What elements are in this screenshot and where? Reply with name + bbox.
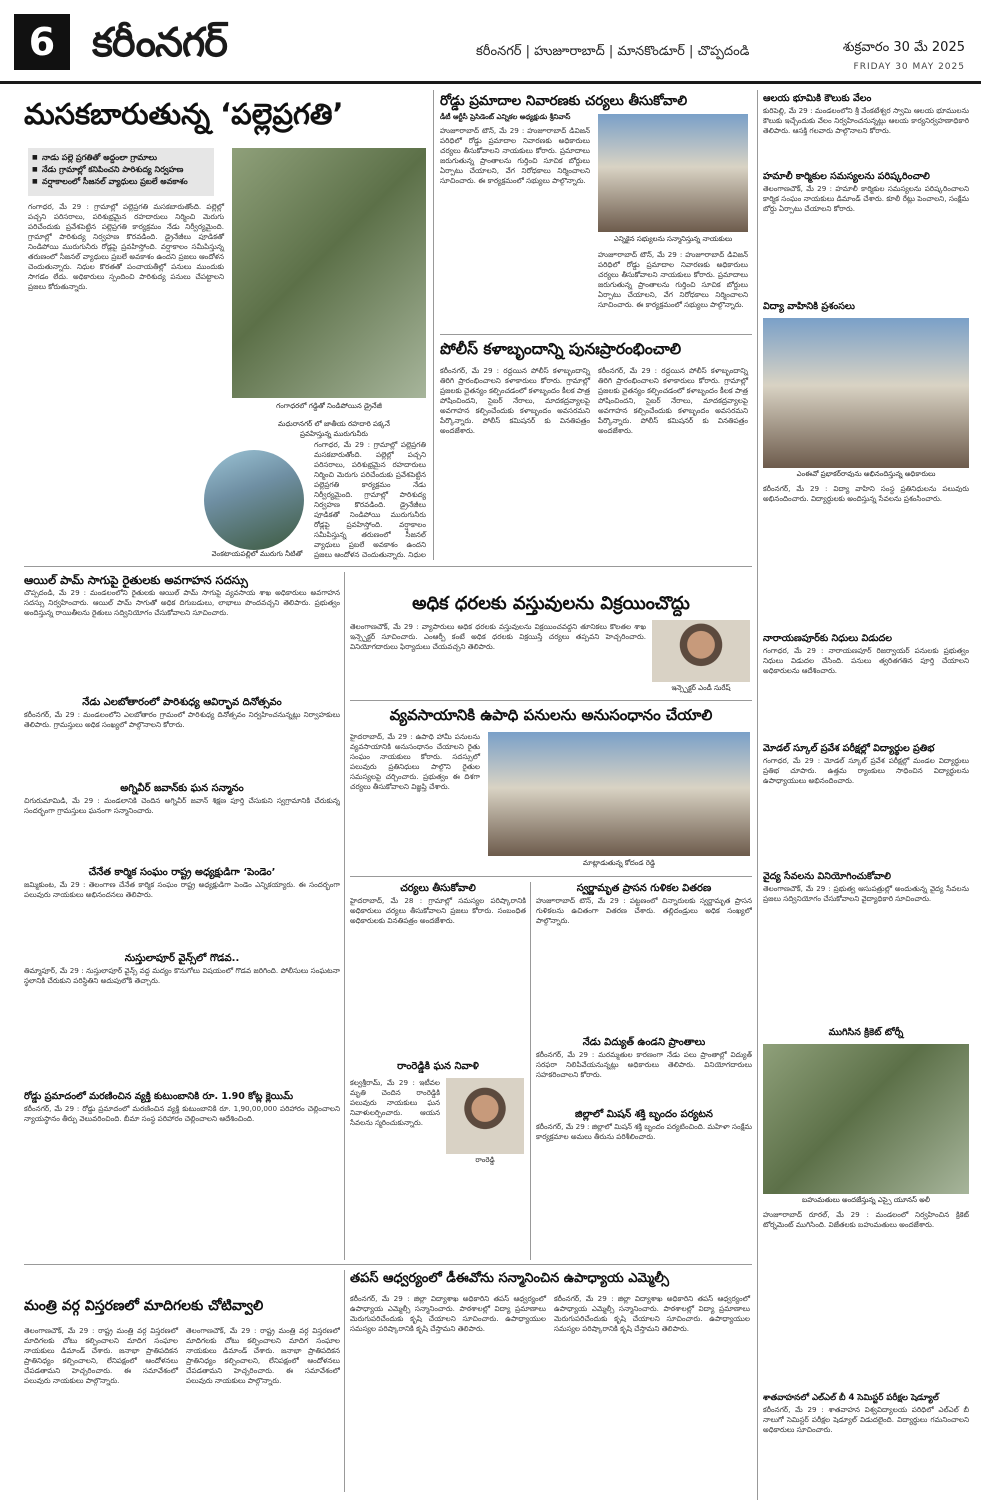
lead-article	[24, 90, 428, 560]
left-briefs	[24, 696, 340, 1256]
section-rule	[350, 876, 752, 877]
brief-body: కల్వశ్రీరామ్, మే 29 : ఇటీవల మృతి చెందిన రాంరెడ్డికి పలువురు నాయకులు ఘన నివాళులర్పించారు. ఆయన సేవలను స్మరించుకున్నారు.	[350, 1078, 440, 1127]
right-photo-award	[763, 318, 969, 468]
lead-photo3-caption: వెంకటాయపల్లిలో మురుగు నీటితో	[211, 550, 303, 558]
lead-headline: మసకబారుతున్న ‘పల్లెప్రగతి’	[24, 97, 344, 131]
lead-body: గంగాధర, మే 29 : గ్రామాల్లో పల్లెప్రగతి మసకబారుతోంది. పల్లెల్లో పచ్చని పరిసరాలు, పరిశుభ్రమైన రహదారులు నిర్మించి మెరుగు పరిచేందుకు ప్రవేశపెట్టిన పల్లెప్రగతి కార్యక్రమం నేడు నిర్వీర్యమైంది. గ్రామాల్లో పారిశుద్య నిర్వహణ కొరవడింది. డ్రైనేజీలు పూడికతో నిండిపోయి మురుగునీరు రోడ్లపై ప్రవహిస్తోంది. వర్షాకాలం సమీపిస్తున్న తరుణంలో సీజనల్ వ్యాధులు ప్రబలే అవకాశం ఉందని ప్రజలు ఆందోళన చెందుతున్నారు. నిధుల కొరతతో పంచాయతీల్లో పనులు ముందుకు సాగడం లేదు. అధికారులు స్పందించి పారిశుద్య పనులు చేపట్టాలని ప్రజలు కోరుతున్నారు.	[28, 202, 224, 291]
column-rule	[344, 572, 345, 1260]
right-story	[763, 92, 969, 166]
brief-headline: జిల్లాలో మిషన్ శక్తి బృందం పర్యటన	[575, 1109, 713, 1120]
brief-body: కరీంనగర్, మే 29 : మరమ్మతుల కారణంగా నేడు పలు ప్రాంతాల్లో విద్యుత్ సరఫరా నిలిపివేయనున్నట్లు అధికారులు తెలిపారు. వినియోగదారులు సహకరించాలని కోరారు.	[536, 1050, 752, 1079]
right-body: గంగాధర, మే 29 : మోడల్ స్కూల్ ప్రవేశ పరీక్షల్లో మండల విద్యార్థులు ప్రతిభ చూపారు. ఉత్తమ ర్యాంకులు సాధించిన విద్యార్థులను ఉపాధ్యాయులు అభినందించారు.	[763, 756, 969, 785]
lead-photo2-caption: మధురానగర్ లో జాతీయ రహదారి పక్కనే ప్రవహిస్తున్న మురుగునీరు	[278, 420, 390, 438]
section-rule	[440, 334, 752, 335]
right-story	[763, 300, 969, 602]
brief-body: చిగురుమామిడి, మే 29 : మండలానికి చెందిన అగ్నివీర్ జవాన్ శిక్షణ పూర్తి చేసుకుని స్వగ్రామానికి చేరుకున్న సందర్భంగా గ్రామస్తులు ఘనంగా సన్మానించారు.	[24, 796, 340, 815]
right-body: హుజూరాబాద్ రూరల్, మే 29 : మండలంలో నిర్వహించిన క్రికెట్ టోర్నమెంట్ ముగిసింది. విజేతలకు బహుమతులు అందజేశారు.	[763, 1210, 969, 1229]
section-rule	[24, 566, 752, 567]
road-safety-body: హుజూరాబాద్ టౌన్, మే 29 : హుజూరాబాద్ డివిజన్ పరిధిలో రోడ్డు ప్రమాదాల నివారణకు అధికారులు చర్యలు తీసుకోవాలని నాయకులు కోరారు. ప్రమాదాలు జరుగుతున్న ప్రాంతాలను గుర్తించి సూచిక బోర్డులు ఏర్పాటు చేయాలని, వేగ నిరోధకాలు నిర్మించాలని సూచించారు. ఈ కార్యక్రమంలో సభ్యులు పాల్గొన్నారు.	[440, 126, 590, 185]
page-number: 6	[14, 14, 70, 70]
agri-work-caption: మాట్లాడుతున్న కోదండ రెడ్డి	[582, 859, 656, 867]
right-body: తెలంగాణచౌక్, మే 29 : హమాలీ కార్మికుల సమస్యలను పరిష్కరించాలని కార్మిక సంఘం నాయకులు డిమాండ్ చేశారు. కూలీ రేట్లు పెంచాలని, సంక్షేమ బోర్డు ఏర్పాటు చేయాలని కోరారు.	[763, 184, 969, 213]
brief-item	[24, 866, 340, 944]
police-headline: పోలీస్ కళాబృందాన్ని పునఃప్రారంభించాలి	[440, 340, 682, 358]
madiga-article	[24, 1296, 340, 1492]
police-body: కరీంనగర్, మే 29 : రద్దయిన పోలీస్ కళాబృందాన్ని తిరిగి ప్రారంభించాలని కళాకారులు కోరారు. గ్రామాల్లో ప్రజలకు చైతన్యం కల్పించడంలో కళాబృందం కీలక పాత్ర పోషించిందని, సైబర్ నేరాలు, మాదకద్రవ్యాలపై అవగాహన కల్పించేందుకు కళాబృందం అవసరమని పేర్కొన్నారు. పోలీస్ కమిషనర్ కు వినతిపత్రం అందజేశారు.	[440, 366, 590, 435]
right-column	[763, 92, 969, 1490]
brief-headline: స్వర్ణామృత ప్రాసన గుళికల వితరణ	[576, 883, 712, 894]
brief-item	[24, 1090, 340, 1250]
lead-body-cont: గంగాధర, మే 29 : గ్రామాల్లో పల్లెప్రగతి మసకబారుతోంది. పల్లెల్లో పచ్చని పరిసరాలు, పరిశుభ్రమైన రహదారులు నిర్మించి మెరుగు పరిచేందుకు ప్రవేశపెట్టిన పల్లెప్రగతి కార్యక్రమం నేడు నిర్వీర్యమైంది. గ్రామాల్లో పారిశుద్య నిర్వహణ కొరవడింది. డ్రైనేజీలు పూడికతో నిండిపోయి మురుగునీరు రోడ్లపై ప్రవహిస్తోంది. వర్షాకాలం సమీపిస్తున్న తరుణంలో సీజనల్ వ్యాధులు ప్రబలే అవకాశం ఉందని ప్రజలు ఆందోళన చెందుతున్నారు. నిధుల	[314, 440, 426, 559]
section-rule	[24, 1264, 752, 1265]
road-safety-headline: రోడ్డు ప్రమాదాల నివారణకు చర్యలు తీసుకోవాలి	[440, 93, 688, 109]
lead-bullet: ■ నేడు గ్రామాల్లో కనిపించని పారిశుద్య నిర్వహణ	[32, 164, 210, 176]
brief-body: తిమ్మాపూర్, మే 29 : నుస్తులాపూర్ వైన్స్ వద్ద మద్యం కొనుగోలు విషయంలో గొడవ జరిగింది. పోలీసులు సంఘటనా స్థలానికి చేరుకుని పరిస్థితిని అదుపులోకి తెచ్చారు.	[24, 966, 340, 985]
lead-bullet: ■ వర్షాకాలంలో సీజనల్ వ్యాధులు ప్రబలే అవకాశం	[32, 176, 210, 188]
agri-work-headline: వ్యవసాయానికి ఉపాధి పనులను అనుసంధానం చేయాలి	[389, 706, 713, 724]
high-price-photo	[652, 620, 750, 682]
road-safety-body-cont: హుజూరాబాద్ టౌన్, మే 29 : హుజూరాబాద్ డివిజన్ పరిధిలో రోడ్డు ప్రమాదాల నివారణకు అధికారులు చర్యలు తీసుకోవాలని నాయకులు కోరారు. ప్రమాదాలు జరుగుతున్న ప్రాంతాలను గుర్తించి సూచిక బోర్డులు ఏర్పాటు చేయాలని, వేగ నిరోధకాలు నిర్మించాలని సూచించారు. ఈ కార్యక్రమంలో సభ్యులు పాల్గొన్నారు.	[598, 250, 748, 309]
right-photo-caption: ఎంఈవో ప్రభాకర్‌రావును అభినందిస్తున్న అధికారులు	[796, 470, 936, 478]
right-headline: నారాయణపూర్‌కు నిధులు విడుదల	[763, 633, 892, 644]
agri-work-body: హైదరాబాద్, మే 29 : ఉపాధి హామీ పనులను వ్యవసాయానికి అనుసంధానం చేయాలని రైతు సంఘం నాయకులు కోరారు. సదస్సులో పలువురు ప్రతినిధులు పాల్గొని రైతుల సమస్యలపై చర్చించారు. ప్రభుత్వం ఈ దిశగా చర్యలు తీసుకోవాలని విజ్ఞప్తి చేశారు.	[350, 732, 480, 791]
right-body: కరీంనగర్, మే 29 : విద్యా వాహిని సంస్థ ప్రతినిధులను పలువురు అభినందించారు. విద్యార్థులకు అందిస్తున్న సేవలను ప్రశంసించారు.	[763, 484, 969, 503]
brief-headline: నుస్తులాపూర్ వైన్స్‌లో గొడవ..	[124, 953, 240, 964]
brief-body: కరీంనగర్, మే 29 : జిల్లాలో మిషన్ శక్తి బృందం పర్యటించింది. మహిళా సంక్షేమ కార్యక్రమాల అమలు తీరును పరిశీలించారు.	[536, 1122, 752, 1141]
lead-bullet: ■ నాడు పల్లె ప్రగతితో అద్దంలా గ్రామాలు	[32, 152, 210, 164]
tapas-body-cont: కరీంనగర్, మే 29 : జిల్లా విద్యాశాఖ అధికారిని తపస్ ఆధ్వర్యంలో ఉపాధ్యాయ ఎమ్మెల్సీ సన్మానించారు. పాఠశాలల్లో విద్యా ప్రమాణాలు మెరుగుపరిచేందుకు కృషి చేయాలని సూచించారు. ఉపాధ్యాయుల సమస్యల పరిష్కారానికి కృషి చేస్తామని తెలిపారు.	[554, 1294, 750, 1333]
right-body: తెలంగాణచౌక్, మే 29 : ప్రభుత్వ ఆసుపత్రుల్లో అందుతున్న వైద్య సేవలను ప్రజలు సద్వినియోగం చేసుకోవాలని వైద్యాధికారి సూచించారు.	[763, 884, 969, 903]
right-story	[763, 870, 969, 1024]
agri-work-photo	[488, 732, 750, 856]
masthead	[0, 0, 981, 84]
right-headline: శాతవాహనలో ఎల్ఎల్ బీ 4 సెమిస్టర్ పరీక్షల షెడ్యూల్	[763, 1393, 939, 1403]
tapas-headline: తపస్ ఆధ్వర్యంలో డీఈవోను సన్మానించిన ఉపాధ్యాయ ఎమ్మెల్సీ	[350, 1271, 670, 1286]
right-photo-caption: బహుమతులు అందజేస్తున్న ఎస్సై యూనస్ అలీ	[802, 1196, 930, 1204]
city-title: కరీంనగర్	[92, 20, 227, 66]
tapas-article	[350, 1270, 752, 1492]
right-body: కురిపెల్లి, మే 29 : మండలంలోని శ్రీ వేంకటేశ్వర స్వామి ఆలయ భూములను కౌలుకు ఇచ్చేందుకు వేలం నిర్వహించనున్నట్లు ఆలయ కార్యనిర్వహణాధికారి తెలిపారు. ఆసక్తి గలవారు పాల్గొనాలని కోరారు.	[763, 106, 969, 135]
brief-headline: రాంరెడ్డికి ఘన నివాళి	[397, 1061, 479, 1072]
high-price-caption: ఇన్స్పెక్టర్ ఎండీ సురేష్	[671, 684, 731, 692]
brief-item	[24, 696, 340, 774]
right-headline: వైద్య సేవలను వినియోగించుకోవాలి	[763, 871, 891, 882]
madiga-headline: మంత్రి వర్గ విస్తరణలో మాదిగలకు చోటివ్వాలి	[24, 1298, 264, 1314]
brief-body: హైదరాబాద్, మే 28 : గ్రామాల్లో సమస్యల పరిష్కారానికి అధికారులు చర్యలు తీసుకోవాలని ప్రజలు కోరారు. సంబంధిత అధికారులకు వినతిపత్రం అందజేశారు.	[350, 896, 526, 925]
oil-palm-body: చొప్పదండి, మే 29 : మండలంలోని రైతులకు ఆయిల్ పామ్ సాగుపై వ్యవసాయ శాఖ అధికారులు అవగాహన సదస్సు నిర్వహించారు. ఆయిల్ పామ్ సాగుతో అధిక దిగుబడులు, లాభాలు పొందవచ్చని తెలిపారు. ప్రభుత్వం అందిస్తున్న రాయితీలను రైతులు సద్వినియోగం చేసుకోవాలని సూచించారు.	[24, 588, 340, 617]
brief-headline: నేడు ఎలబోతారంలో పారిశుధ్య ఆవిర్భావ దినోత్సవం	[82, 697, 282, 708]
high-price-headline: అధిక ధరలకు వస్తువులను విక్రయించొద్దు	[412, 593, 690, 614]
right-headline: మోడల్ స్కూల్ ప్రవేశ పరీక్షల్లో విద్యార్థుల ప్రతిభ	[763, 743, 935, 754]
lead-photo-drain	[232, 148, 426, 398]
mid-briefs-a	[350, 882, 526, 1260]
section-rule	[350, 700, 752, 701]
right-body: గంగాధర, మే 29 : నారాయణపూర్ రిజర్వాయర్ పనులకు ప్రభుత్వం నిధులు విడుదల చేసింది. పనులు త్వరితగతిన పూర్తి చేయాలని అధికారులను ఆదేశించారు.	[763, 646, 969, 675]
right-photo-cricket	[763, 1044, 969, 1194]
column-rule	[757, 90, 758, 1500]
tapas-body: కరీంనగర్, మే 29 : జిల్లా విద్యాశాఖ అధికారిని తపస్ ఆధ్వర్యంలో ఉపాధ్యాయ ఎమ్మెల్సీ సన్మానించారు. పాఠశాలల్లో విద్యా ప్రమాణాలు మెరుగుపరిచేందుకు కృషి చేయాలని సూచించారు. ఉపాధ్యాయుల సమస్యల పరిష్కారానికి కృషి చేస్తామని తెలిపారు.	[350, 1294, 546, 1333]
column-rule	[344, 1270, 345, 1492]
road-safety-caption: ఎన్నికైన సభ్యులను సన్మానిస్తున్న నాయకులు	[613, 235, 733, 243]
brief-body: కరీంనగర్, మే 29 : రోడ్డు ప్రమాదంలో మరణించిన వ్యక్తి కుటుంబానికి రూ. 1,90,00,000 పరిహారం చెల్లించాలని న్యాయస్థానం తీర్పు వెలువరించింది. బీమా సంస్థ పరిహారం చెల్లించాలని ఆదేశించింది.	[24, 1104, 340, 1123]
right-story	[763, 170, 969, 304]
column-rule	[530, 882, 531, 1260]
oil-palm-article	[24, 572, 340, 690]
right-headline: ఆలయ భూమికి కౌలుకు వేలం	[763, 93, 872, 104]
right-headline: ముగిసిన క్రికెట్ టోర్నీ	[828, 1027, 904, 1038]
brief-item	[24, 782, 340, 860]
brief-headline: చర్యలు తీసుకోవాలి	[400, 883, 476, 894]
brief-item	[24, 952, 340, 1086]
road-safety-subhead: డీటీ ఆర్టీసీ ప్రెసిడెంట్ ఎన్నికల అధ్యక్షుడు శ్రీనివాస్	[440, 113, 571, 121]
right-story	[763, 632, 969, 746]
lead-photo-caption: గంగాధరలో గడ్డితో నిండిపోయిన డ్రైనేజీ	[276, 402, 382, 410]
right-story	[763, 1392, 969, 1485]
brief-headline: చేనేత కార్మిక సంఘం రాష్ట్ర అధ్యక్షుడిగా ‘పెండెం’	[88, 867, 276, 878]
agri-work-article	[350, 704, 752, 872]
ramreddy-photo	[446, 1078, 524, 1154]
right-headline: హమాలీ కార్మికుల సమస్యలను పరిష్కరించాలి	[763, 171, 930, 182]
oil-palm-headline: ఆయిల్ పామ్ సాగుపై రైతులకు అవగాహన సదస్సు	[24, 573, 248, 587]
right-headline: విద్యా వాహినికి ప్రశంసలు	[763, 301, 855, 312]
right-story	[763, 1026, 969, 1380]
right-body: కరీంనగర్, మే 29 : శాతవాహన విశ్వవిద్యాలయ పరిధిలో ఎల్ఎల్ బీ నాలుగో సెమిస్టర్ పరీక్షల షెడ్యూల్ విడుదలైంది. విద్యార్థులు గమనించాలని అధికారులు సూచించారు.	[763, 1405, 969, 1434]
road-safety-photo	[598, 114, 748, 232]
lead-bullets	[28, 148, 214, 196]
madiga-body-cont: తెలంగాణచౌక్, మే 29 : రాష్ట్ర మంత్రి వర్గ విస్తరణలో మాదిగలకు చోటు కల్పించాలని మాదిగ సంఘాల నాయకులు డిమాండ్ చేశారు. జనాభా ప్రాతిపదికన ప్రాతినిధ్యం కల్పించాలని, లేనిపక్షంలో ఆందోళనలు చేపడతామని హెచ్చరించారు. ఈ సమావేశంలో పలువురు నాయకులు పాల్గొన్నారు.	[186, 1326, 340, 1385]
madiga-body: తెలంగాణచౌక్, మే 29 : రాష్ట్ర మంత్రి వర్గ విస్తరణలో మాదిగలకు చోటు కల్పించాలని మాదిగ సంఘాల నాయకులు డిమాండ్ చేశారు. జనాభా ప్రాతిపదికన ప్రాతినిధ్యం కల్పించాలని, లేనిపక్షంలో ఆందోళనలు చేపడతామని హెచ్చరించారు. ఈ సమావేశంలో పలువురు నాయకులు పాల్గొన్నారు.	[24, 1326, 178, 1385]
police-body-cont: కరీంనగర్, మే 29 : రద్దయిన పోలీస్ కళాబృందాన్ని తిరిగి ప్రారంభించాలని కళాకారులు కోరారు. గ్రామాల్లో ప్రజలకు చైతన్యం కల్పించడంలో కళాబృందం కీలక పాత్ర పోషించిందని, సైబర్ నేరాలు, మాదకద్రవ్యాలపై అవగాహన కల్పించేందుకు కళాబృందం అవసరమని పేర్కొన్నారు. పోలీస్ కమిషనర్ కు వినతిపత్రం అందజేశారు.	[598, 366, 748, 435]
high-price-article	[350, 592, 752, 696]
ramreddy-caption: రాంరెడ్డి	[475, 1156, 495, 1164]
brief-headline: అగ్నివీర్ జవాన్‌కు ఘన సన్మానం	[120, 783, 244, 794]
road-safety-article	[440, 92, 750, 332]
mid-briefs-b	[536, 882, 752, 1260]
high-price-body: తెలంగాణచౌక్, మే 29 : వ్యాపారులు అధిక ధరలకు వస్తువులను విక్రయించవద్దని తూనికలు కొలతల శాఖ ఇన్స్పెక్టర్ సూచించారు. ఎంఆర్పీ కంటే అధిక ధరలకు విక్రయిస్తే చర్యలు తప్పవని హెచ్చరించారు. వినియోగదారులు ఫిర్యాదులు చేయవచ్చని తెలిపారు.	[350, 622, 646, 651]
right-story	[763, 742, 969, 866]
sub-cities: కరీంనగర్ | హుజూరాబాద్ | మానకొండూర్ | చొప్పదండి	[476, 44, 750, 59]
police-article	[440, 338, 750, 560]
brief-headline: నేడు విద్యుత్ ఉండని ప్రాంతాలు	[582, 1037, 706, 1048]
brief-headline: రోడ్డు ప్రమాదంలో మరణించిన వ్యక్తి కుటుంబానికి రూ. 1.90 కోట్ల క్లెయిమ్	[24, 1091, 294, 1102]
brief-body: కరీంనగర్, మే 29 : మండలంలోని ఎలబోతారం గ్రామంలో పారిశుధ్య దినోత్సవం నిర్వహించనున్నట్లు నిర్వాహకులు తెలిపారు. గ్రామస్తులు అధిక సంఖ్యలో పాల్గొనాలని కోరారు.	[24, 710, 340, 729]
brief-body: హుజూరాబాద్ టౌన్, మే 29 : పట్టణంలో చిన్నారులకు స్వర్ణామృత ప్రాసన గుళికలను ఉచితంగా వితరణ చేశారు. తల్లిదండ్రులు అధిక సంఖ్యలో పాల్గొన్నారు.	[536, 896, 752, 925]
date-english: FRIDAY 30 MAY 2025	[853, 62, 965, 72]
brief-body: జమ్మికుంట, మే 29 : తెలంగాణ చేనేత కార్మిక సంఘం రాష్ట్ర అధ్యక్షుడిగా పెండెం ఎన్నికయ్యారు. ఈ సందర్భంగా పలువురు నాయకులు అభినందనలు తెలిపారు.	[24, 880, 340, 899]
date-telugu: శుక్రవారం 30 మే 2025	[842, 40, 965, 55]
column-rule	[433, 90, 434, 560]
